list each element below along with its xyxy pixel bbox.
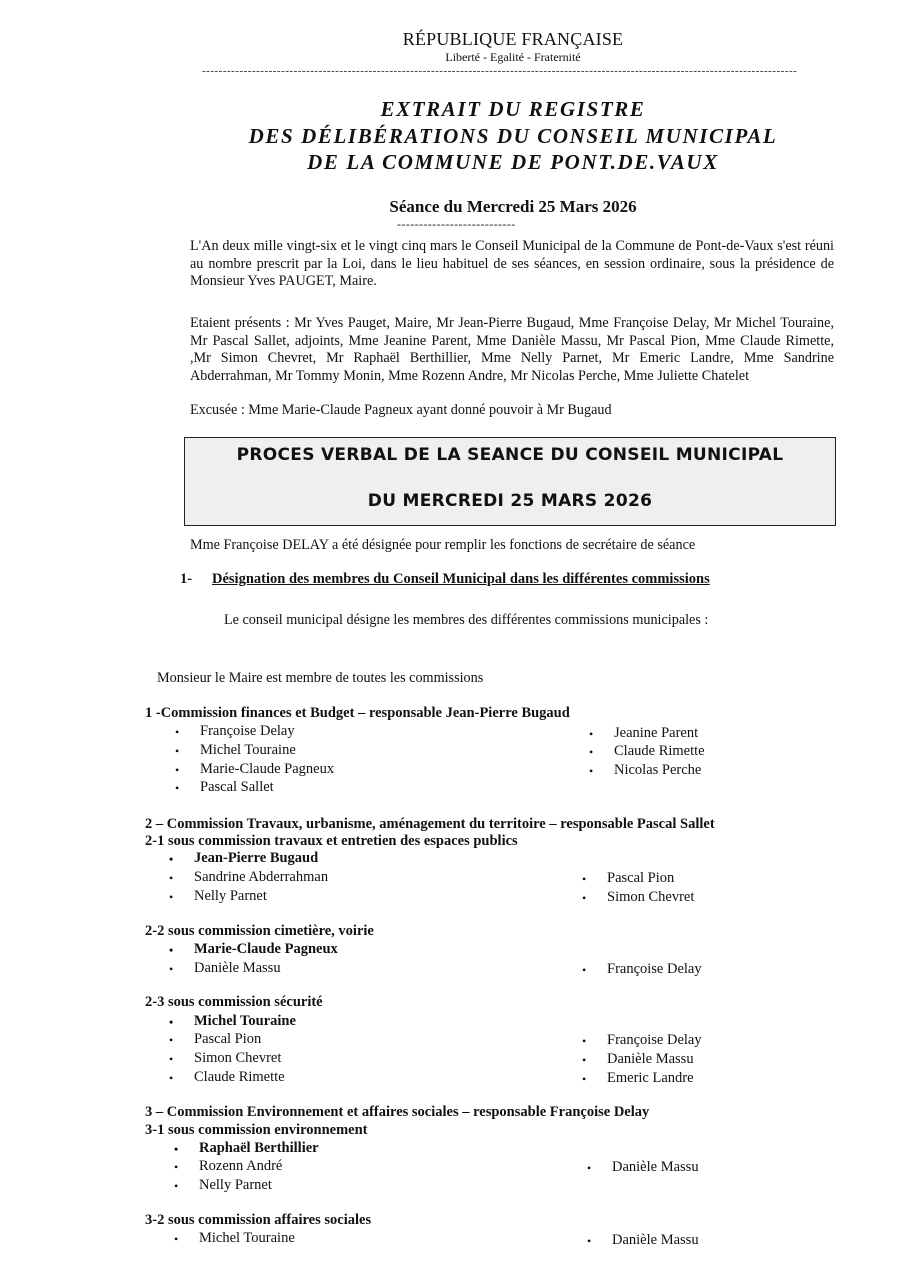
republic-title: RÉPUBLIQUE FRANÇAISE	[402, 29, 624, 49]
member-name: Simon Chevret	[194, 1050, 282, 1066]
bullet-icon: •	[174, 1142, 179, 1156]
subcommission-3-1-heading: 3-1 sous commission environnement	[145, 1122, 368, 1138]
member-name: Danièle Massu	[612, 1232, 699, 1248]
commission-1-heading: 1 -Commission finances et Budget – responsable Jean-Pierre Bugaud	[145, 705, 570, 721]
list-item	[175, 742, 296, 759]
member-name: Danièle Massu	[612, 1159, 699, 1175]
commission-3-heading: 3 – Commission Environnement et affaires sociales – responsable Françoise Delay	[145, 1104, 650, 1120]
list-item	[175, 761, 335, 778]
session-separator: ---------------------------	[397, 217, 516, 231]
list-item	[582, 1070, 694, 1087]
bullet-icon: •	[582, 872, 587, 886]
list-item	[169, 888, 267, 905]
member-name: Simon Chevret	[607, 889, 695, 905]
list-item	[169, 1013, 296, 1030]
member-name: Jean-Pierre Bugaud	[194, 850, 319, 866]
list-item	[175, 779, 274, 796]
member-name: Rozenn André	[199, 1158, 283, 1174]
present-members-paragraph: Etaient présents : Mr Yves Pauget, Maire, Mr Jean-Pierre Bugaud, Mme Françoise Delay, Mr Michel Touraine, Mr Pascal Sallet, adjoints, Mme Jeanine Parent, Mme Danièle Massu, Mr Pascal Pion, Mme Claude Rimette, ,Mr Simon Chevret, Mr Raphaël Berthillier, Mme Nelly Parnet, Mr Emeric Landre, Mme Sandrine Abderrahman, Mr Tommy Monin, Mme Rozenn Andre, Mr Nicolas Perche, Mme Juliette Chatelet	[190, 315, 834, 384]
list-item	[169, 960, 281, 977]
member-name: Nelly Parnet	[199, 1177, 272, 1193]
bullet-icon: •	[174, 1179, 179, 1193]
list-item	[169, 850, 319, 867]
member-name: Emeric Landre	[607, 1070, 694, 1086]
mayor-note: Monsieur le Maire est membre de toutes les commissions	[157, 670, 484, 686]
register-title-line-2: DES DÉLIBÉRATIONS DU CONSEIL MUNICIPAL	[248, 124, 778, 148]
subcommission-2-3-heading: 2-3 sous commission sécurité	[145, 994, 323, 1010]
bullet-icon: •	[169, 943, 174, 957]
member-name: Pascal Sallet	[200, 779, 274, 795]
minutes-title-line-1: PROCES VERBAL DE LA SEANCE DU CONSEIL MUNICIPAL	[236, 445, 784, 465]
bullet-icon: •	[175, 763, 180, 777]
bullet-icon: •	[175, 744, 180, 758]
subcommission-2-2-heading: 2-2 sous commission cimetière, voirie	[145, 923, 374, 939]
member-name: Pascal Pion	[607, 870, 675, 886]
bullet-icon: •	[175, 781, 180, 795]
bullet-icon: •	[169, 890, 174, 904]
secretary-designation: Mme Françoise DELAY a été désignée pour remplir les fonctions de secrétaire de séance	[190, 537, 696, 553]
list-item	[169, 941, 338, 958]
bullet-icon: •	[589, 764, 594, 778]
member-name: Claude Rimette	[194, 1069, 285, 1085]
bullet-icon: •	[169, 1015, 174, 1029]
section-number: 1-	[180, 571, 193, 587]
commission-2-heading: 2 – Commission Travaux, urbanisme, aménagement du territoire – responsable Pascal Sallet	[145, 816, 715, 832]
bullet-icon: •	[174, 1232, 179, 1246]
bullet-icon: •	[582, 891, 587, 905]
minutes-title-box	[184, 437, 836, 526]
member-name: Françoise Delay	[200, 723, 295, 739]
bullet-icon: •	[175, 725, 180, 739]
bullet-icon: •	[582, 963, 587, 977]
republic-motto: Liberté - Egalité - Fraternité	[445, 50, 581, 64]
list-item	[582, 961, 702, 978]
member-name: Nelly Parnet	[194, 888, 267, 904]
bullet-icon: •	[582, 1053, 587, 1067]
register-title-line-1: EXTRAIT DU REGISTRE	[380, 97, 646, 121]
bullet-icon: •	[169, 871, 174, 885]
list-item	[582, 1032, 702, 1049]
bullet-icon: •	[169, 852, 174, 866]
member-name: Michel Touraine	[199, 1230, 295, 1246]
subcommission-2-1-heading: 2-1 sous commission travaux et entretien des espaces publics	[145, 833, 518, 849]
bullet-icon: •	[582, 1072, 587, 1086]
list-item	[582, 889, 695, 906]
member-name: Nicolas Perche	[614, 762, 702, 778]
list-item	[582, 870, 675, 887]
bullet-icon: •	[582, 1034, 587, 1048]
bullet-icon: •	[169, 1071, 174, 1085]
section-title: Désignation des membres du Conseil Municipal dans les différentes commissions	[212, 571, 710, 587]
member-name: Jeanine Parent	[614, 725, 699, 741]
list-item	[174, 1177, 272, 1194]
bullet-icon: •	[589, 727, 594, 741]
excused-member: Excusée : Mme Marie-Claude Pagneux ayant donné pouvoir à Mr Bugaud	[190, 402, 612, 418]
member-name: Michel Touraine	[194, 1013, 296, 1029]
bullet-icon: •	[169, 1052, 174, 1066]
list-item	[169, 1069, 285, 1086]
member-name: Danièle Massu	[194, 960, 281, 976]
bullet-icon: •	[169, 962, 174, 976]
member-name: Françoise Delay	[607, 1032, 702, 1048]
intro-paragraph: L'An deux mille vingt-six et le vingt cinq mars le Conseil Municipal de la Commune de Pont-de-Vaux s'est réuni au nombre prescrit par la Loi, dans le lieu habituel de ses séances, en session ordinaire, sous la présidence de Monsieur Yves PAUGET, Maire.	[190, 238, 834, 289]
list-item	[174, 1230, 295, 1247]
minutes-title-line-2: DU MERCREDI 25 MARS 2026	[367, 491, 653, 511]
bullet-icon: •	[587, 1234, 592, 1248]
section-intro: Le conseil municipal désigne les membres des différentes commissions municipales :	[224, 612, 709, 628]
bullet-icon: •	[174, 1160, 179, 1174]
member-name: Françoise Delay	[607, 961, 702, 977]
list-item	[174, 1158, 283, 1175]
list-item	[589, 725, 699, 742]
list-item	[169, 869, 329, 886]
list-item	[587, 1159, 699, 1176]
list-item	[587, 1232, 699, 1249]
list-item	[582, 1051, 694, 1068]
bullet-icon: •	[169, 1033, 174, 1047]
member-name: Danièle Massu	[607, 1051, 694, 1067]
header-separator: -----------------------------------------------------------------------------------------------------------------------------------------------	[202, 65, 798, 77]
list-item	[589, 743, 705, 760]
list-item	[589, 762, 702, 779]
register-title-line-3: DE LA COMMUNE DE PONT.DE.VAUX	[307, 150, 719, 174]
list-item	[175, 723, 295, 740]
session-title: Séance du Mercredi 25 Mars 2026	[389, 197, 637, 216]
bullet-icon: •	[587, 1161, 592, 1175]
member-name: Marie-Claude Pagneux	[194, 941, 338, 957]
member-name: Pascal Pion	[194, 1031, 262, 1047]
member-name: Michel Touraine	[200, 742, 296, 758]
member-name: Sandrine Abderrahman	[194, 869, 329, 885]
list-item	[169, 1031, 262, 1048]
bullet-icon: •	[589, 745, 594, 759]
list-item	[169, 1050, 282, 1067]
member-name: Raphaël Berthillier	[199, 1140, 319, 1156]
member-name: Marie-Claude Pagneux	[200, 761, 335, 777]
subcommission-3-2-heading: 3-2 sous commission affaires sociales	[145, 1212, 372, 1228]
list-item	[174, 1140, 319, 1157]
member-name: Claude Rimette	[614, 743, 705, 759]
